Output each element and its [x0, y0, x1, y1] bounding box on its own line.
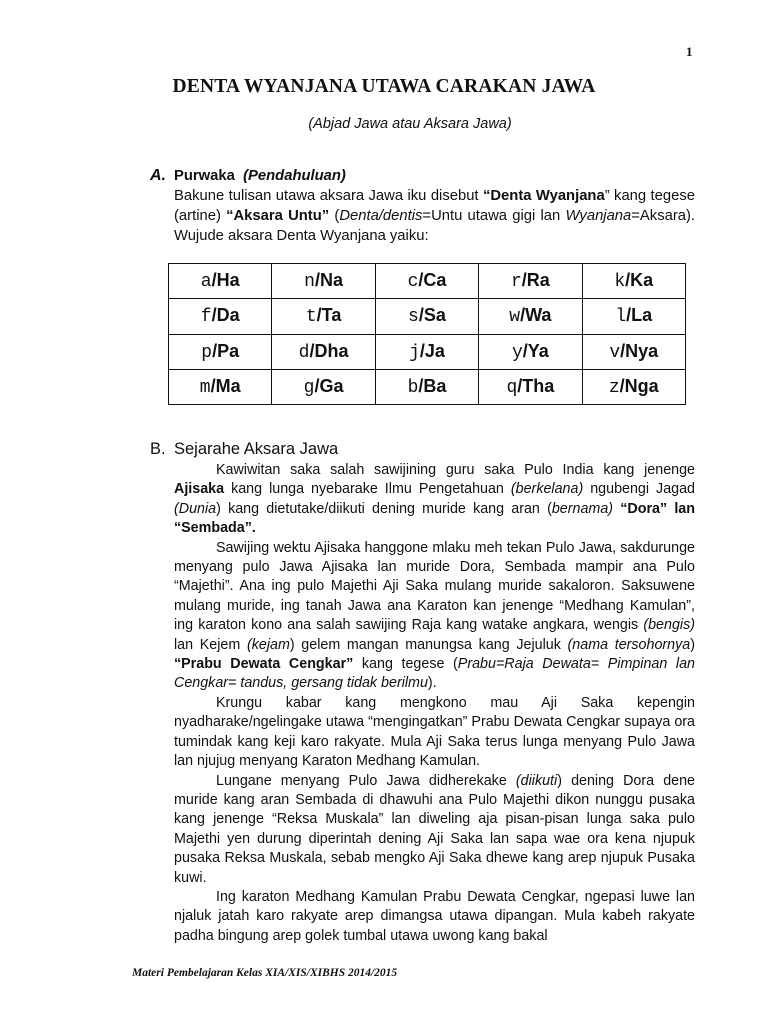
aksara-cell: [169, 299, 272, 334]
aksara-latin: /Ta: [316, 305, 342, 326]
document-subtitle: (Abjad Jawa atau Aksara Jawa): [308, 116, 512, 132]
section-b-title: Sejarahe Aksara Jawa: [174, 440, 339, 458]
section-b-body: [174, 461, 695, 946]
page-footer: Materi Pembelajaran Kelas XIA/XIS/XIBHS 2014/2015: [132, 967, 398, 979]
aksara-latin: /Ca: [418, 270, 447, 291]
aksara-glyph: z: [608, 377, 620, 398]
section-b-heading: [150, 440, 338, 459]
aksara-cell: [479, 369, 582, 404]
aksara-cell: [375, 369, 478, 404]
section-a-heading: [150, 166, 695, 186]
aksara-glyph: m: [199, 377, 211, 398]
aksara-cell: [582, 334, 685, 369]
paragraph-4: Lungane menyang Pulo Jawa didherekake (diikuti) dening Dora dene muride kang aran Sembada di dhawuhi ana Pulo Majethi dikon nunggu pusaka kang jenenge “Reksa Muskala” lan diweling aja pisan-pisan lunga saka pulo Majethi yen durung diperintah dening Aji Saka lan sapa wae ora kena njupuk pusaka Reksa Muskala, sebab mengko Aji Saka dhewe kang arep njupuk Pusaka kuwi.: [174, 772, 695, 886]
paragraph-1: Kawiwitan saka salah sawijining guru saka Pulo India kang jenenge Ajisaka kang lunga nyebarake Ilmu Pengetahuan (berkelana) ngubengi Jagad (Dunia) kang dietutake/diikuti dening muride kang aran (bernama) “Dora” lan “Sembada”.: [174, 462, 695, 537]
aksara-row: [169, 264, 686, 299]
aksara-latin: /Tha: [517, 375, 555, 396]
aksara-cell: [272, 264, 375, 299]
aksara-glyph: b: [407, 377, 419, 398]
page-number: 1: [686, 44, 693, 59]
aksara-cell: [375, 264, 478, 299]
aksara-glyph: y: [511, 342, 523, 363]
aksara-cell: [272, 334, 375, 369]
aksara-latin: /Nya: [620, 340, 659, 361]
aksara-row: [169, 369, 686, 404]
aksara-glyph: d: [298, 342, 310, 363]
paragraph-5: Ing karaton Medhang Kamulan Prabu Dewata Cengkar, ngepasi luwe lan njaluk jatah karo rakyate arep dimangsa utawa dipangan. Mula kabeh rakyate padha bingung arep golek tumbal utawa uwong kang bakal: [174, 888, 695, 944]
aksara-latin: /La: [626, 305, 653, 326]
aksara-latin: /Ga: [314, 375, 344, 396]
aksara-glyph: j: [409, 342, 420, 363]
aksara-glyph: k: [614, 272, 626, 293]
aksara-latin: /Ra: [521, 270, 550, 291]
section-a-paragraph: Bakune tulisan utawa aksara Jawa iku disebut “Denta Wyanjana” kang tegese (artine) “Aksara Untu” (Denta/dentis=Untu utawa gigi lan Wyanjana=Aksara). Wujude aksara Denta Wyanjana yaiku:: [174, 188, 696, 244]
aksara-cell: [169, 264, 272, 299]
aksara-cell: [272, 369, 375, 404]
aksara-latin: /Ha: [211, 270, 240, 291]
aksara-cell: [582, 369, 685, 404]
aksara-cell: [479, 334, 582, 369]
aksara-latin: /Ka: [625, 270, 654, 291]
aksara-glyph: v: [609, 342, 621, 363]
aksara-cell: [375, 334, 478, 369]
aksara-row: [169, 334, 686, 369]
aksara-glyph: g: [303, 377, 315, 398]
aksara-cell: [582, 264, 685, 299]
aksara-glyph: t: [305, 307, 317, 328]
aksara-cell: [272, 299, 375, 334]
aksara-glyph: s: [408, 307, 419, 328]
paragraph-3: Krungu kabar kang mengkono mau Aji Saka kepengin nyadharake/ngelingake utawa “mengingatkan” Prabu Dewata Cengkar supaya ora tumindak kang keji karo rakyate. Mula Aji Saka terus lunga menyang Pulo Jawa lan njujug menyang Karaton Medhang Kamulan.: [174, 694, 695, 770]
aksara-glyph: q: [506, 377, 518, 398]
section-a-title: Purwaka (Pendahuluan): [174, 168, 346, 184]
aksara-cell: [169, 334, 272, 369]
aksara-latin: /Pa: [212, 340, 240, 361]
aksara-cell: [479, 264, 582, 299]
aksara-latin: /Ba: [418, 375, 447, 396]
paragraph-2: Sawijing wektu Ajisaka hanggone mlaku meh tekan Pulo Jawa, sakdurunge menyang pulo Jawa Ajisaka lan muride Dora, Sembada mampir ana Pulo “Majethi”. Ana ing pulo Majethi Aji Saka mulang muride sakaloron. Saksuwene mulang muride, ing tanah Jawa ana Karaton kan jenenge “Medhang Kamulan”, ing karaton kono ana salah sawijing Raja kang watake angkara, wengis (bengis) lan Kejem (kejam) gelem mangan manungsa kang Jejuluk (nama tersohornya) “Prabu Dewata Cengkar” kang tegese (Prabu=Raja Dewata= Pimpinan lan Cengkar= tandus, gersang tidak berilmu).: [174, 539, 696, 692]
aksara-latin: /Da: [211, 305, 240, 326]
aksara-cell: [582, 299, 685, 334]
aksara-latin: /Ya: [522, 340, 549, 361]
section-a: [150, 166, 695, 246]
aksara-glyph: w: [509, 307, 521, 328]
aksara-latin: /Ma: [210, 375, 241, 396]
aksara-latin: /Ja: [419, 340, 445, 361]
aksara-cell: [169, 369, 272, 404]
aksara-cell: [375, 299, 478, 334]
aksara-latin: /Na: [314, 270, 343, 291]
aksara-latin: /Wa: [520, 305, 552, 326]
aksara-glyph: a: [200, 272, 212, 293]
aksara-glyph: p: [201, 342, 213, 363]
section-b-letter: B.: [150, 440, 166, 458]
aksara-glyph: c: [407, 272, 419, 293]
aksara-cell: [479, 299, 582, 334]
aksara-glyph: n: [304, 272, 315, 293]
aksara-glyph: r: [510, 272, 522, 293]
aksara-latin: /Nga: [619, 375, 659, 396]
aksara-latin: /Sa: [418, 305, 446, 326]
section-a-letter: A.: [150, 167, 166, 184]
aksara-latin: /Dha: [309, 340, 349, 361]
aksara-row: [169, 299, 686, 334]
aksara-glyph: f: [200, 307, 212, 328]
aksara-glyph: l: [615, 307, 627, 328]
document-title: DENTA WYANJANA UTAWA CARAKAN JAWA: [172, 76, 596, 97]
aksara-table: [168, 263, 686, 405]
